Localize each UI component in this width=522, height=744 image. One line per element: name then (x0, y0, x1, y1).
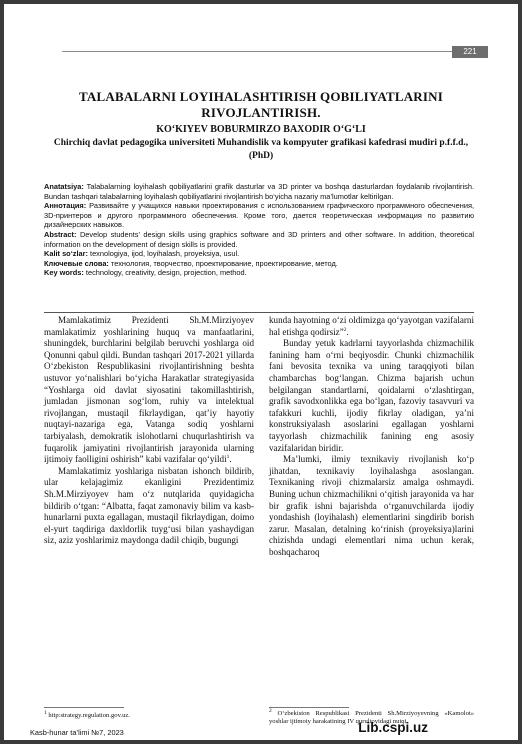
abstract-block (44, 182, 474, 278)
keywords-ru-text: технология, творчество, проектирование, проектирование, метод. (110, 258, 338, 268)
footnote-2-number: 2 (269, 707, 272, 714)
journal-footer: Kasb-hunar ta’limi №7, 2023 (30, 728, 124, 737)
footnote-ref-1: 1 (226, 454, 230, 461)
abstract-en-label: Abstract: (44, 229, 77, 239)
keywords-uz-label: Kalit so‘zlar: (44, 249, 88, 259)
keywords-ru (44, 259, 474, 269)
keywords-uz (44, 249, 474, 259)
keywords-en (44, 268, 474, 278)
footnote-1-text: http:strategy.regulation.gov.uz. (48, 712, 130, 719)
abstract-uz-label: Anatatsiya: (44, 182, 84, 191)
article-title: TALABALARNI LOYIHALASHTIRISH QOBILIYATLARINI RIVOJLANTIRISH. (79, 89, 443, 120)
left-p1-end: . (229, 454, 232, 465)
header-rule (62, 51, 473, 52)
keywords-ru-label: Ключевые слова: (44, 258, 109, 268)
right-p1-text: kunda hayotning o‘zi oldimizga qo‘yayotgan vazifalarni hal etishga qodirsiz” (269, 315, 474, 337)
abstract-en-text: Develop students' design skills using graphics software and 3D printers and other software. In addition, theoretical information on the development of design skills is provided. (44, 229, 474, 249)
abstract-uz (44, 182, 474, 201)
author-affiliation: Chirchiq davlat pedagogika universiteti Muhandislik va kompyuter grafikasi kafedrasi mudiri p.f.f.d., (PhD) (53, 138, 469, 161)
page-number: 221 (452, 46, 488, 58)
footnote-rule-left (44, 707, 124, 708)
keywords-en-text: technology, creativity, design, projection, method. (85, 268, 247, 278)
right-paragraph-2: Bunday yetuk kadrlarni tayyorlashda chizmachilik fanining ham o‘rni beqiyosdir. Chunki chizmachilik fani bevosita texnika va uning taraqqiyoti bilan chambarchas bog‘langan. Chizma bajarish uchun belgilangan standartlarni, qoidalarni o‘zlashtirgan, grafik savodxonlikka ega bo‘lgan, fazoviy tasavvuri va tafakkuri kuchli, ijodiy fikrlay oladigan, ya’ni konstruksiyalash asoslarini egallagan yoshlarni tayyorlash chizmachilik fanining eng asosiy vazifalaridan biridir. (269, 338, 474, 453)
page-header-bar (4, 46, 518, 58)
footnote-2-text: O‘zbekiston Respublikasi Prezidenti Sh.Mirziyoyevning «Kamolot» yoshlar ijtimoiy harakatining IV qurultoyidagi nutqi. (269, 710, 475, 726)
abstract-en (44, 230, 474, 249)
left-paragraph-1 (44, 315, 254, 466)
abstract-ru-text: Развивайте у учащихся навыки проектирования с использованием графического программного обеспечения, 3D-принтеров и другого программного обеспечения. Кроме того, дается теоретическая информация по развитию дизайнерских навыков. (44, 201, 475, 230)
left-paragraph-2: Mamlakatimiz yoshlariga nisbatan ishonch bildirib, ular kelajagimiz ekanligini Prezidentimiz Sh.M.Mirziyoyev ham o‘z nutqlarida quyidagicha bildirib o‘tgan: “Albatta, faqat zamonaviy bilim va kasb-hunarlarni puxta egallagan, mustaqil fikrlaydigan, doimo el-yurt taqdiriga daxldorlik tuyg‘usi bilan yashaydigan siz, aziz yoshlarimiz maydonga dadil chiqib, bugungi (44, 465, 254, 546)
abstract-separator (44, 312, 474, 313)
left-p1-text: Mamlakatimiz Prezidenti Sh.M.Mirziyoyev mamlakatimiz yoshlarining huquq va manfaatlarini, shuningdek, burchlarini belgilab beruvchi yoshlarga oid Qonunni qabul qildi. Bundan tashqari 2017-2021 yillarda O‘zbekiston Respublikasini rivojlantirishning beshta ustuvor yo‘nalishlari bo‘yicha Harakatlar strategiyasida “Yoshlarga oid davlat siyosatini takomillashtirish, jumladan jismonan sog‘lom, ruhiy va intelektual rivojlangan, mustaqil fikrlaydigan, qat’iy hayotiy nuqtayi-nazariga ega, Vatanga sodiq yoshlarni tarbiyalash, demokratik islohotlarni chuqurlashtirish va fuqarolik jamiyatini rivojlantirish jarayonida ularning ijtimoiy faolligini oshirish” kabi vazifalar qo‘yildi (44, 315, 254, 465)
footnote-1 (44, 709, 254, 720)
keywords-en-label: Key words: (44, 268, 84, 278)
footnote-rule-right (269, 707, 349, 708)
footnote-ref-2: 2 (343, 326, 347, 333)
footnote-1-number: 1 (44, 709, 47, 716)
watermark-site: Lib.cspi.uz (358, 720, 428, 735)
keywords-uz-text: texnologiya, ijod, loyihalash, proyeksiya, usul. (90, 249, 240, 259)
right-column (269, 315, 474, 558)
abstract-uz-text: Talabalarning loyihalash qobiliyatlarini grafik dasturlar va 3D printer va boshqa dasturlardan foydalanib rivojlantirish. Bundan tashqari talabalarning loyihalash qobiliyatlarini rivojlantirish bo‘yicha nazariy ma’lumotlar keltirilgan. (44, 182, 474, 201)
abstract-ru-label: Аннотация: (44, 201, 87, 211)
document-page (4, 4, 518, 740)
abstract-ru (44, 201, 474, 230)
right-p1-end: . (346, 326, 349, 337)
left-column (44, 315, 254, 547)
author-name: KO‘KIYEV BOBURMIRZO BAXODIR O‘G‘LI (156, 124, 366, 135)
right-paragraph-3: Ma’lumki, ilmiy texnikaviy rivojlanish ko‘p jihatdan, texnikaviy loyihalashga asoslangan. Texnikaning rivoji chizmalarsiz amalga oshmaydi. Buning uchun chizmachilikni o‘qitish jarayonida va har bir grafik ishni bajarishda o‘rganuvchilarda ijodiy yondashish (loyihalash) elementlarini singdirib borish zarur. Masalan, detalning ko‘rinish (proyeksiya)larini chizishda undagi elementlari nima uchun kerak, boshqacharoq (269, 454, 474, 557)
right-paragraph-1 (269, 315, 474, 338)
